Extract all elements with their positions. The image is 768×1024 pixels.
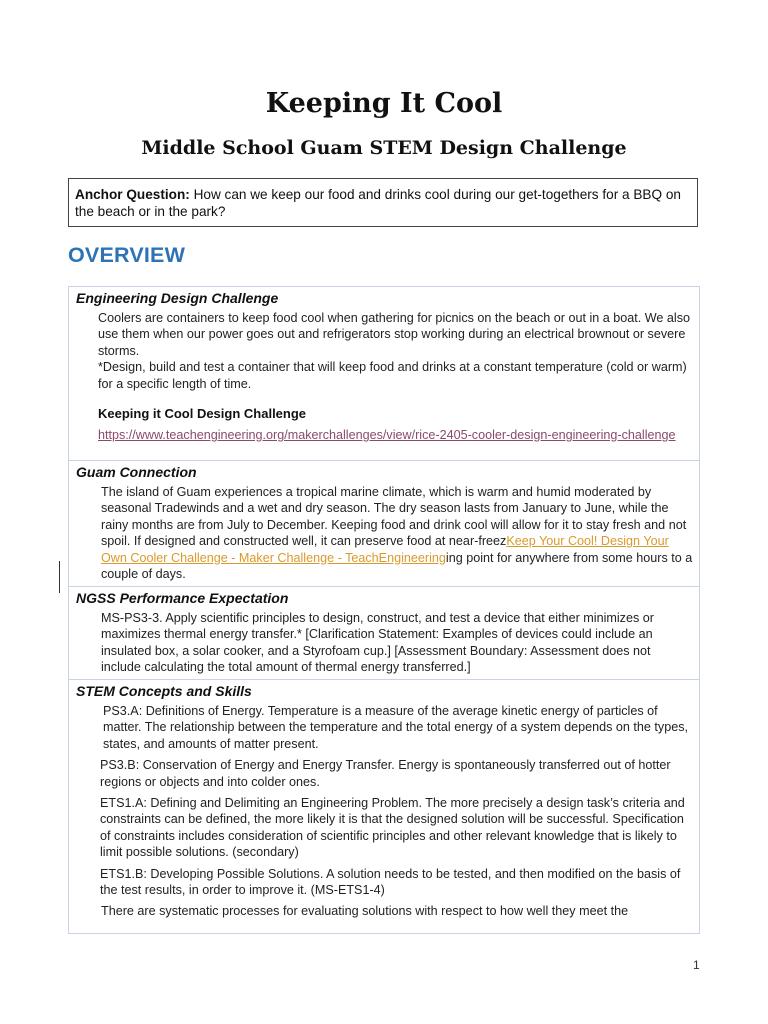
overview-heading: OVERVIEW bbox=[68, 243, 186, 267]
ets1b-paragraph: ETS1.B: Developing Possible Solutions. A solution needs to be tested, and then modified on the basis of the test results, in order to improve it. (MS-ETS1-4) bbox=[100, 866, 681, 898]
guam-text-end: ing point for anywhere from some hours to a couple of days. bbox=[101, 550, 693, 582]
ps3b-paragraph: PS3.B: Conservation of Energy and Energy Transfer. Energy is spontaneously transferred out of hotter regions or objects and into colder ones. bbox=[100, 758, 671, 789]
ets1a-paragraph: ETS1.A: Defining and Delimiting an Engineering Problem. The more precisely a design task’s criteria and constraints can be defined, the more likely it is that the designed solution will be successful. Specification of constraints includes consideration of scientific principles and other relevant knowledge that is likely to limit possible solutions. (secondary) bbox=[100, 796, 685, 860]
teachengineering-link[interactable]: https://www.teachengineering.org/makerchallenges/view/rice-2405-cooler-design-engineering-challenge bbox=[98, 428, 676, 443]
section-stem-concepts-and-skills bbox=[69, 680, 699, 924]
section-heading: Engineering Design Challenge bbox=[76, 290, 279, 306]
systematic-paragraph: There are systematic processes for evaluating solutions with respect to how well they meet the bbox=[101, 904, 629, 919]
page-number: 1 bbox=[693, 958, 700, 972]
design-challenge-subheading: Keeping it Cool Design Challenge bbox=[98, 406, 307, 422]
section-engineering-design-challenge bbox=[69, 287, 699, 461]
section-heading: STEM Concepts and Skills bbox=[76, 683, 252, 699]
anchor-question-text: How can we keep our food and drinks cool during our get-togethers for a BBQ on the beach or in the park? bbox=[75, 187, 681, 219]
section-heading: Guam Connection bbox=[76, 464, 197, 480]
anchor-question-box bbox=[68, 178, 698, 227]
text-cursor bbox=[59, 561, 60, 593]
document-subtitle: Middle School Guam STEM Design Challenge bbox=[141, 137, 627, 159]
ngss-paragraph: MS-PS3-3. Apply scientific principles to design, construct, and test a device that either minimizes or maximizes thermal energy transfer.* [Clarification Statement: Examples of devices could include an insulated box, a solar cooker, and a Styrofoam cup.] [Assessment Boundary: Assessment does not include calculating the total amount of thermal energy transferred.] bbox=[101, 611, 654, 675]
engineering-paragraph: Coolers are containers to keep food cool when gathering for picnics on the beach or out in a boat. We also use them when our power goes out and refrigerators stop working during an electrical brownout or severe storms. bbox=[98, 311, 691, 358]
anchor-question-label: Anchor Question: bbox=[75, 187, 190, 202]
section-ngss-performance-expectation bbox=[69, 587, 699, 680]
document-title: Keeping It Cool bbox=[265, 88, 503, 119]
guam-text: The island of Guam experiences a tropical marine climate, which is warm and humid moderated by seasonal Tradewinds and a wet and dry season. The dry season lasts from January to June, while the rainy months are from July to December. Keeping food and drink cool will allow for it to stay fresh and not spoil. If designed and constructed well, it can preserve food at near-freez bbox=[101, 485, 687, 549]
ps3a-paragraph: PS3.A: Definitions of Energy. Temperature is a measure of the average kinetic energy of particles of matter. The relationship between the temperature and the total energy of a system depends on the types, states, and amounts of matter present. bbox=[103, 704, 689, 751]
engineering-task: *Design, build and test a container that will keep food and drinks at a constant temperature (cold or warm) for a specific length of time. bbox=[98, 360, 687, 391]
guam-paragraph bbox=[76, 484, 693, 582]
section-heading: NGSS Performance Expectation bbox=[76, 590, 289, 606]
overview-table bbox=[68, 286, 700, 934]
section-guam-connection bbox=[69, 461, 699, 587]
cooler-challenge-link[interactable]: Keep Your Cool! Design Your Own Cooler Challenge - Maker Challenge - TeachEngineering bbox=[101, 534, 669, 565]
